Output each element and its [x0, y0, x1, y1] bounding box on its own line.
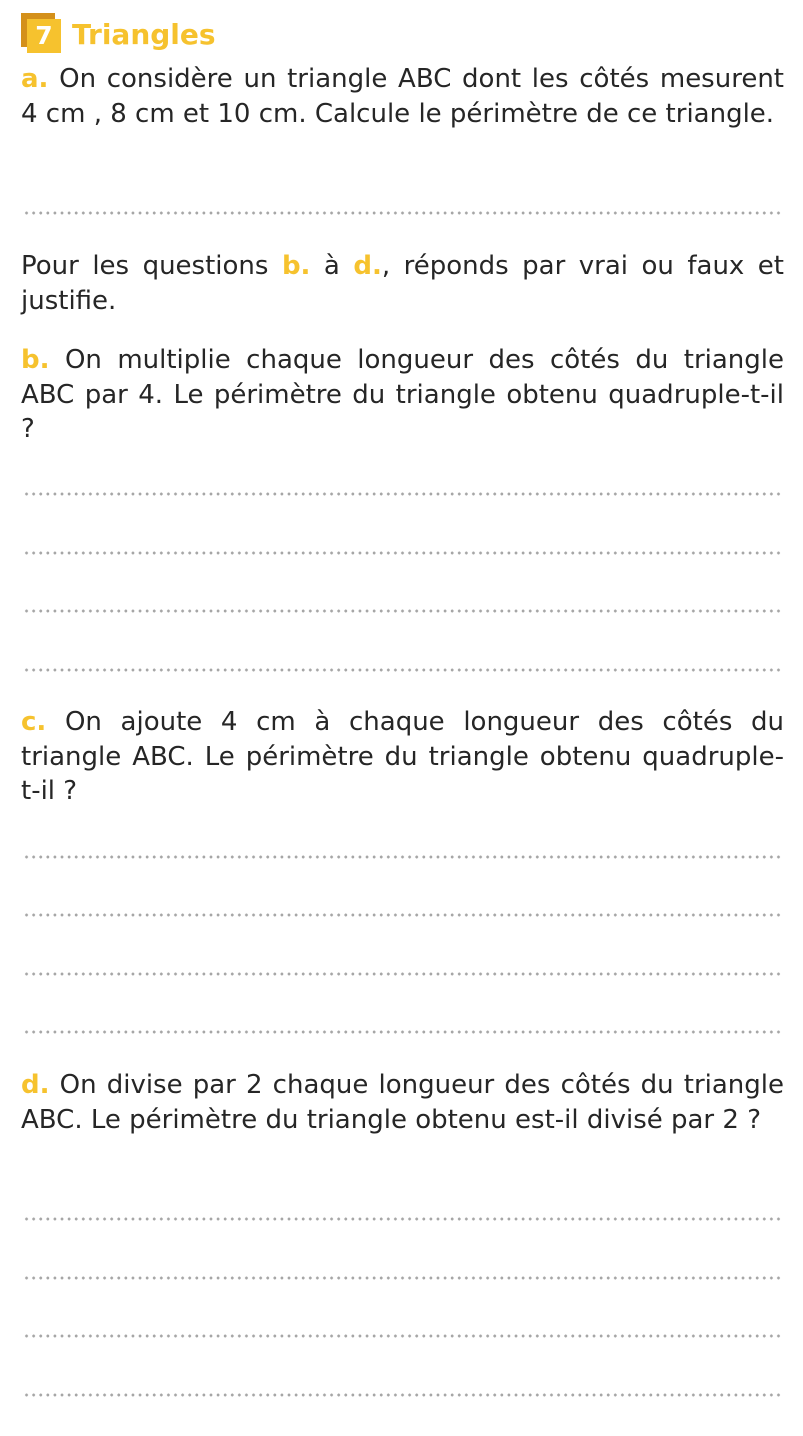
instruction-label-to: d.	[353, 251, 382, 281]
answer-line-d-2[interactable]	[23, 1276, 783, 1280]
instruction-label-from: b.	[281, 251, 311, 281]
question-d	[21, 1068, 784, 1137]
answer-line-c-4[interactable]	[23, 1030, 783, 1034]
answer-line-c-1[interactable]	[23, 855, 783, 859]
answer-line-b-3[interactable]	[23, 609, 783, 613]
exercise-header	[21, 13, 421, 55]
answer-line-b-2[interactable]	[23, 551, 783, 555]
answer-line-d-4[interactable]	[23, 1393, 783, 1397]
instruction	[21, 249, 784, 318]
answer-line-c-3[interactable]	[23, 972, 783, 976]
exercise-number: 7	[27, 19, 61, 53]
question-d-label: d.	[21, 1070, 50, 1100]
answer-line-a-1[interactable]	[23, 211, 783, 215]
instruction-text-before: Pour les questions	[21, 251, 282, 281]
answer-line-c-2[interactable]	[23, 913, 783, 917]
answer-line-b-4[interactable]	[23, 668, 783, 672]
exercise-title: Triangles	[72, 18, 216, 51]
instruction-text-middle: à	[310, 251, 354, 281]
question-c	[21, 705, 784, 809]
question-d-text: On divise par 2 chaque longueur des côtés du triangle ABC. Le périmètre du triangle obtenu est-il divisé par 2 ?	[21, 1070, 784, 1135]
answer-line-d-1[interactable]	[23, 1217, 783, 1221]
answer-line-b-1[interactable]	[23, 492, 783, 496]
question-a-text: On considère un triangle ABC dont les côtés mesurent 4 cm , 8 cm et 10 cm. Calcule le périmètre de ce triangle.	[21, 64, 784, 129]
question-c-label: c.	[21, 707, 47, 737]
question-a-label: a.	[21, 64, 49, 94]
question-b-text: On multiplie chaque longueur des côtés du triangle ABC par 4. Le périmètre du triangle obtenu quadruple-t-il ?	[21, 345, 785, 444]
answer-line-d-3[interactable]	[23, 1334, 783, 1338]
question-b	[21, 343, 784, 447]
question-b-label: b.	[21, 345, 50, 375]
question-c-text: On ajoute 4 cm à chaque longueur des côtés du triangle ABC. Le périmètre du triangle obtenu quadruple-t-il ?	[21, 707, 785, 806]
instruction-text-after: , réponds par vrai ou faux et justifie.	[21, 251, 784, 316]
question-a	[21, 62, 784, 131]
exercise-number-badge	[21, 13, 61, 53]
